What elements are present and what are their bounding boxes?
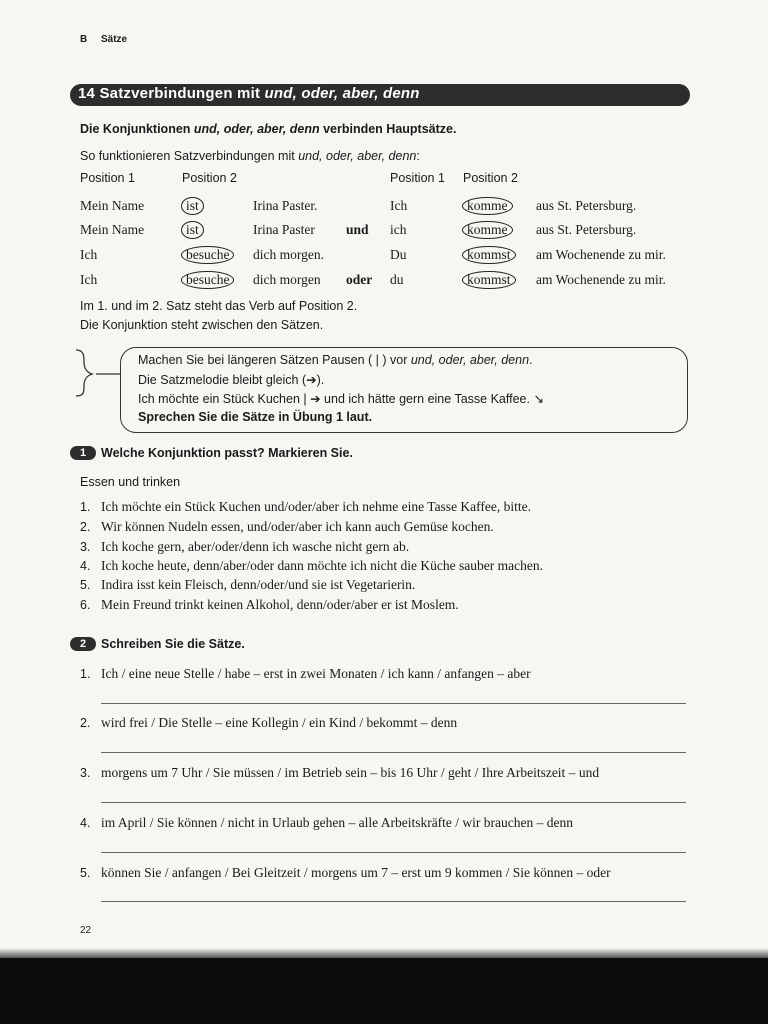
verb-oval: komme	[462, 197, 513, 215]
verb-oval: ist	[181, 221, 204, 239]
row-position1b: Du	[390, 247, 407, 262]
page-number: 22	[80, 925, 92, 936]
row-rest2: am Wochenende zu mir.	[536, 272, 666, 287]
tip-line-1-post: .	[529, 353, 533, 367]
row-conjunction: und	[346, 222, 369, 237]
section-letter: B	[80, 34, 88, 45]
intro-how-post: :	[416, 149, 420, 163]
exercise1-title: Welche Konjunktion passt? Markieren Sie.	[101, 446, 353, 460]
verb-oval: kommst	[462, 246, 516, 264]
intro-how	[80, 149, 420, 163]
item-number: 3.	[80, 540, 91, 554]
item-number: 2.	[80, 716, 91, 730]
item-text: Ich / eine neue Stelle / habe – erst in zwei Monaten / ich kann / anfangen – aber	[101, 666, 531, 681]
intro-heading-pre: Die Konjunktionen	[80, 122, 194, 136]
row-rest1: Irina Paster	[253, 222, 315, 237]
answer-line[interactable]	[101, 852, 686, 853]
chapter-number: 14	[78, 85, 96, 102]
intro-heading-post: verbinden Hauptsätze.	[319, 122, 457, 136]
exercise1-subtitle: Essen und trinken	[80, 475, 181, 489]
note-line: Im 1. und im 2. Satz steht das Verb auf Position 2.	[80, 299, 358, 313]
verb-oval: kommst	[462, 271, 516, 289]
answer-line[interactable]	[101, 703, 686, 704]
row-position1: Mein Name	[80, 198, 145, 213]
intro-how-pre: So funktionieren Satzverbindungen mit	[80, 149, 299, 163]
item-number: 4.	[80, 559, 91, 573]
item-text: Mein Freund trinkt keinen Alkohol, denn/oder/aber er ist Moslem.	[101, 597, 459, 612]
intro-heading	[80, 122, 456, 136]
exercise-number-badge: 1	[70, 446, 96, 460]
intro-how-italic: und, oder, aber, denn	[298, 149, 417, 163]
exercise-number-badge: 2	[70, 637, 96, 651]
brace-icon	[70, 346, 122, 398]
verb-oval: besuche	[181, 271, 234, 289]
item-number: 1.	[80, 667, 91, 681]
row-rest1: dich morgen.	[253, 247, 324, 262]
section-title: Sätze	[101, 34, 128, 45]
table-header-position1b: Position 1	[390, 171, 445, 185]
chapter-title	[78, 85, 420, 102]
row-position1b: du	[390, 272, 404, 287]
row-rest1: Irina Paster.	[253, 198, 318, 213]
note-line: Die Konjunktion steht zwischen den Sätzen.	[80, 318, 324, 332]
row-rest2: aus St. Petersburg.	[536, 222, 637, 237]
item-number: 2.	[80, 520, 91, 534]
chapter-title-plain: Satzverbindungen mit	[99, 85, 265, 102]
item-number: 6.	[80, 598, 91, 612]
row-rest2: aus St. Petersburg.	[536, 198, 637, 213]
row-rest1: dich morgen	[253, 272, 321, 287]
row-conjunction: oder	[346, 272, 373, 287]
item-number: 1.	[80, 500, 91, 514]
answer-line[interactable]	[101, 802, 686, 803]
item-text: Ich koche heute, denn/aber/oder dann möchte ich nicht die Küche sauber machen.	[101, 558, 543, 573]
verb-oval: besuche	[181, 246, 234, 264]
row-position1: Mein Name	[80, 222, 145, 237]
tip-line-1-pre: Machen Sie bei längeren Sätzen Pausen ( | ) vor	[138, 353, 411, 367]
item-text: wird frei / Die Stelle – eine Kollegin / ein Kind / bekommt – denn	[101, 715, 458, 730]
row-position1b: Ich	[390, 198, 408, 213]
item-text: Ich möchte ein Stück Kuchen und/oder/aber ich nehme eine Tasse Kaffee, bitte.	[101, 499, 532, 514]
table-header-position2: Position 2	[182, 171, 237, 185]
table-header-position2b: Position 2	[463, 171, 518, 185]
row-position1b: ich	[390, 222, 407, 237]
item-text: morgens um 7 Uhr / Sie müssen / im Betrieb sein – bis 16 Uhr / geht / Ihre Arbeitszeit – und	[101, 765, 600, 780]
verb-oval: ist	[181, 197, 204, 215]
exercise2-title: Schreiben Sie die Sätze.	[101, 637, 245, 651]
item-number: 3.	[80, 766, 91, 780]
tip-line-4: Sprechen Sie die Sätze in Übung 1 laut.	[138, 410, 373, 424]
answer-line[interactable]	[101, 752, 686, 753]
tip-line-2: Die Satzmelodie bleibt gleich (➔).	[138, 373, 325, 387]
intro-heading-italic: und, oder, aber, denn	[193, 122, 320, 136]
scan-dark-border	[0, 958, 768, 1024]
item-number: 4.	[80, 816, 91, 830]
tip-line-1-italic: und, oder, aber, denn	[410, 353, 530, 367]
tip-line-3: Ich möchte ein Stück Kuchen | ➔ und ich hätte gern eine Tasse Kaffee. ↘	[138, 392, 544, 406]
item-text: können Sie / anfangen / Bei Gleitzeit / morgens um 7 – erst um 9 kommen / Sie können – oder	[101, 865, 611, 880]
item-text: Ich koche gern, aber/oder/denn ich wasche nicht gern ab.	[101, 539, 410, 554]
row-position1: Ich	[80, 272, 98, 287]
item-text: Wir können Nudeln essen, und/oder/aber ich kann auch Gemüse kochen.	[101, 519, 494, 534]
verb-oval: komme	[462, 221, 513, 239]
row-rest2: am Wochenende zu mir.	[536, 247, 666, 262]
table-header-position1: Position 1	[80, 171, 135, 185]
answer-line[interactable]	[101, 901, 686, 902]
item-text: im April / Sie können / nicht in Urlaub gehen – alle Arbeitskräfte / wir brauchen – denn	[101, 815, 574, 830]
chapter-title-italic: und, oder, aber, denn	[264, 85, 420, 102]
item-text: Indira isst kein Fleisch, denn/oder/und sie ist Vegetarierin.	[101, 577, 416, 592]
item-number: 5.	[80, 866, 91, 880]
tip-line-1	[138, 353, 533, 367]
row-position1: Ich	[80, 247, 98, 262]
item-number: 5.	[80, 578, 91, 592]
